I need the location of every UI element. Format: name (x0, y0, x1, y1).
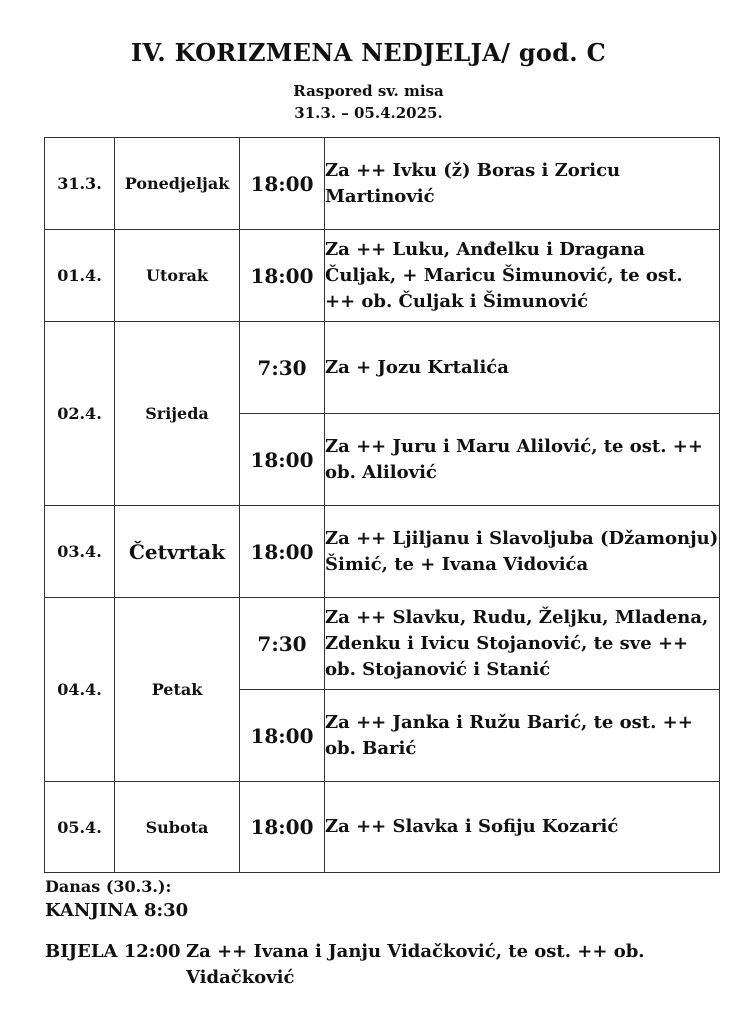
table-row (45, 230, 720, 322)
bijela-label: BIJELA 12:00 (45, 941, 181, 962)
time-cell: 18:00 (240, 414, 325, 506)
date-cell: 02.4. (45, 322, 115, 506)
date-range: 31.3. – 05.4.2025. (294, 104, 443, 122)
table-row (45, 598, 720, 690)
intention-cell: Za ++ Luku, Anđelku i Dragana Čuljak, + Maricu Šimunović, te ost. ++ ob. Čuljak i Šimunović (325, 230, 720, 322)
schedule-subtitle: Raspored sv. misa (293, 82, 444, 100)
day-cell: Ponedjeljak (115, 138, 240, 230)
intention-cell: Za ++ Slavku, Rudu, Željku, Mladena, Zdenku i Ivicu Stojanović, te sve ++ ob. Stojanović i Stanić (325, 598, 720, 690)
time-cell: 18:00 (240, 138, 325, 230)
intention-cell: Za ++ Slavka i Sofiju Kozarić (325, 782, 720, 873)
time-cell: 18:00 (240, 506, 325, 598)
table-row (45, 506, 720, 598)
bijela-intention: Za ++ Ivana i Janju Vidačković, te ost. ++ ob. Vidačković (186, 941, 645, 988)
time-cell: 18:00 (240, 690, 325, 782)
today-label: Danas (30.3.): (45, 877, 172, 896)
date-cell: 31.3. (45, 138, 115, 230)
date-cell: 04.4. (45, 598, 115, 782)
time-cell: 7:30 (240, 598, 325, 690)
intention-cell: Za ++ Janka i Ružu Barić, te ost. ++ ob. Barić (325, 690, 720, 782)
mass-schedule-table (44, 137, 720, 873)
page-title: IV. KORIZMENA NEDJELJA/ god. C (131, 38, 606, 67)
bijela-mass (45, 939, 686, 991)
table-row (45, 322, 720, 414)
intention-cell: Za ++ Ivku (ž) Boras i Zoricu Martinović (325, 138, 720, 230)
date-cell: 01.4. (45, 230, 115, 322)
intention-cell: Za ++ Ljiljanu i Slavoljuba (Džamonju) Šimić, te + Ivana Vidovića (325, 506, 720, 598)
day-cell: Četvrtak (115, 506, 240, 598)
time-cell: 18:00 (240, 782, 325, 873)
date-cell: 05.4. (45, 782, 115, 873)
time-cell: 18:00 (240, 230, 325, 322)
time-cell: 7:30 (240, 322, 325, 414)
day-cell: Subota (115, 782, 240, 873)
day-cell: Utorak (115, 230, 240, 322)
day-cell: Srijeda (115, 322, 240, 506)
table-row (45, 138, 720, 230)
table-row (45, 782, 720, 873)
day-cell: Petak (115, 598, 240, 782)
intention-cell: Za + Jozu Krtalića (325, 322, 720, 414)
kanjina-mass: KANJINA 8:30 (45, 900, 189, 921)
intention-cell: Za ++ Juru i Maru Alilović, te ost. ++ ob. Alilović (325, 414, 720, 506)
date-cell: 03.4. (45, 506, 115, 598)
